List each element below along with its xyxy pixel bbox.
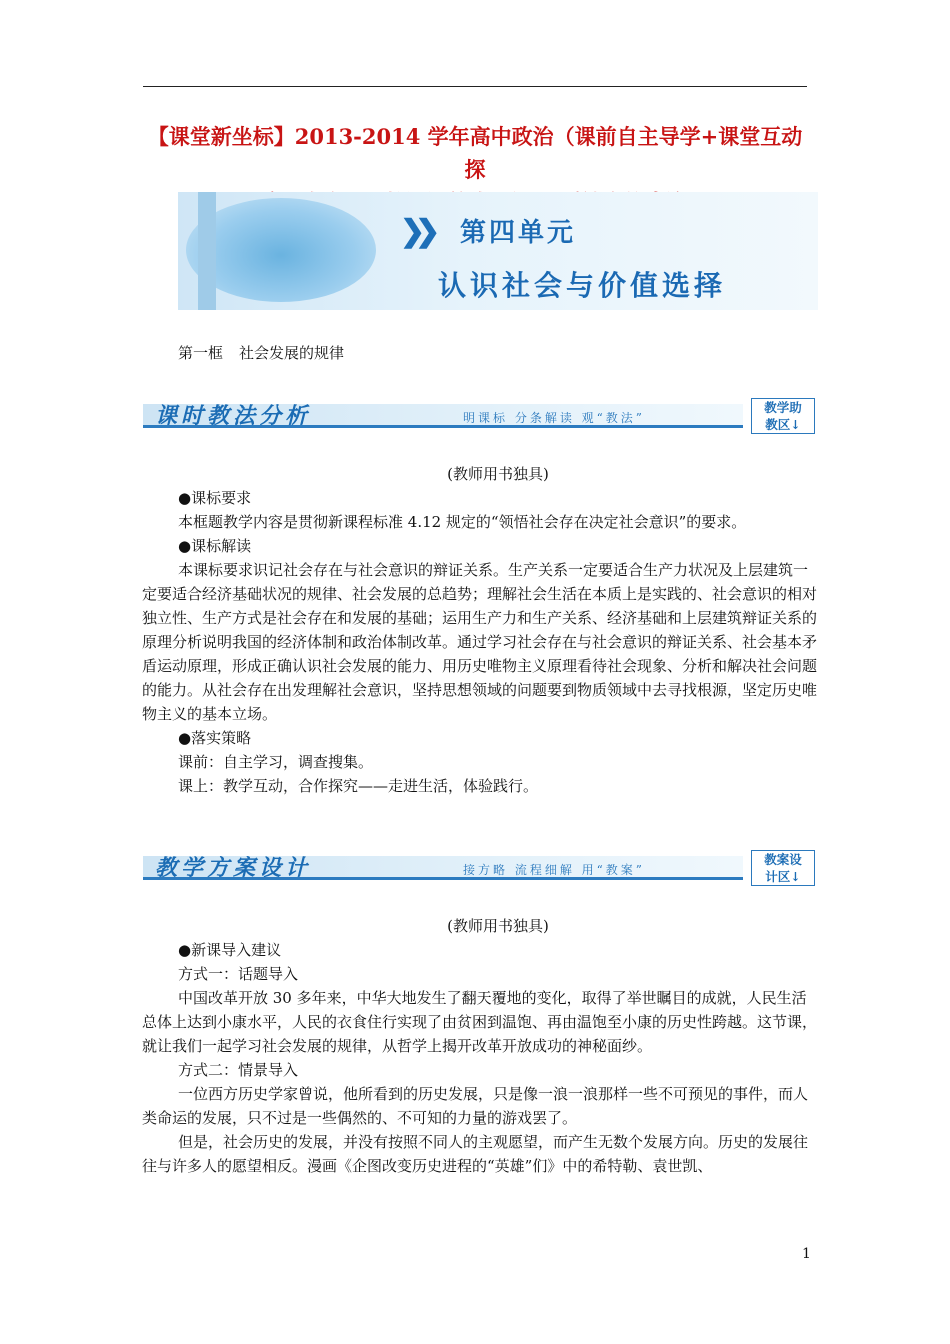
- band-badge: 教案设 计区↓: [751, 850, 815, 886]
- paragraph: 中国改革开放 30 多年来，中华大地发生了翻天覆地的变化，取得了举世瞩目的成就，人民生活总体上达到小康水平，人民的衣食住行实现了由贫困到温饱、再由温饱至小康的历史性跨越。这节课，就让我们一起学习社会发展的规律，从哲学上揭开改革开放成功的神秘面纱。: [142, 989, 818, 1055]
- bullet-heading: ●课标解读: [178, 537, 252, 555]
- paragraph: 本课标要求识记社会存在与社会意识的辩证关系。生产关系一定要适合生产力状况及上层建筑一定要适合经济基础状况的规律、社会发展的总趋势；理解社会生活在本质上是实践的、社会意识的相对独立性、生产方式是社会存在和发展的基础；运用生产力和生产关系、经济基础和上层建筑辩证关系的原理分析说明我国的经济体制和政治体制改革。通过学习社会存在与社会意识的辩证关系、社会基本矛盾运动原理，形成正确认识社会发展的能力、用历史唯物主义原理看待社会现象、分析和解决社会问题的能力。从社会存在出发理解社会意识，坚持思想领域的问题要到物质领域中去寻找根源，坚定历史唯物主义的基本立场。: [142, 561, 818, 723]
- paragraph: 课上：教学互动，合作探究——走进生活，体验践行。: [178, 777, 539, 795]
- band-subtitle: 接方略 流程细解 用“教案”: [463, 863, 645, 877]
- section-band-design: [143, 850, 815, 886]
- bullet-icon: ●: [178, 537, 192, 555]
- bullet-icon: ●: [178, 729, 192, 747]
- method-heading: 方式一：话题导入: [178, 965, 299, 983]
- band-badge: 教学助 教区↓: [751, 398, 815, 434]
- bullet-icon: ●: [178, 941, 192, 959]
- bullet-heading: ●新课导入建议: [178, 941, 282, 959]
- unit-banner: [178, 192, 818, 310]
- paragraph: 课前：自主学习，调查搜集。: [178, 753, 374, 771]
- unit-number: 第四单元: [460, 218, 577, 248]
- analysis-content: [142, 462, 818, 798]
- teacher-only-note: (教师用书独具): [447, 917, 549, 935]
- top-rule: [143, 86, 807, 87]
- teacher-only-note: (教师用书独具): [447, 465, 549, 483]
- paragraph: 本框题教学内容是贯彻新课程标准 4.12 规定的“领悟社会存在决定社会意识”的要求。: [178, 513, 747, 531]
- paragraph: 一位西方历史学家曾说，他所看到的历史发展，只是像一浪一浪那样一些不可预见的事件，而人类命运的发展，只不过是一些偶然的、不可知的力量的游戏罢了。: [142, 1085, 809, 1127]
- paragraph: 但是，社会历史的发展，并没有按照不同人的主观愿望，而产生无数个发展方向。历史的发展往往与许多人的愿望相反。漫画《企图改变历史进程的“英雄”们》中的希特勒、袁世凯、: [142, 1133, 809, 1175]
- section-heading: [178, 342, 344, 363]
- method-heading: 方式二：情景导入: [178, 1061, 299, 1079]
- double-chevron-icon: ❯❯: [400, 214, 431, 249]
- band-title: 课时教法分析: [155, 403, 312, 429]
- tower-image: [198, 192, 216, 310]
- section-title: 社会发展的规律: [239, 344, 345, 362]
- section-band-analysis: [143, 398, 815, 434]
- page-number: 1: [802, 1246, 811, 1262]
- bullet-icon: ●: [178, 489, 192, 507]
- bullet-heading: ●课标要求: [178, 489, 252, 507]
- unit-name: 认识社会与价值选择: [438, 269, 727, 302]
- design-content: [142, 914, 818, 1178]
- band-title: 教学方案设计: [155, 855, 312, 881]
- band-subtitle: 明课标 分条解读 观“教法”: [463, 411, 645, 425]
- section-number: 第一框: [178, 344, 224, 362]
- title-line-1: 【课堂新坐标】2013-2014 学年高中政治（课前自主导学+课堂互动探: [147, 124, 803, 182]
- bullet-heading: ●落实策略: [178, 729, 252, 747]
